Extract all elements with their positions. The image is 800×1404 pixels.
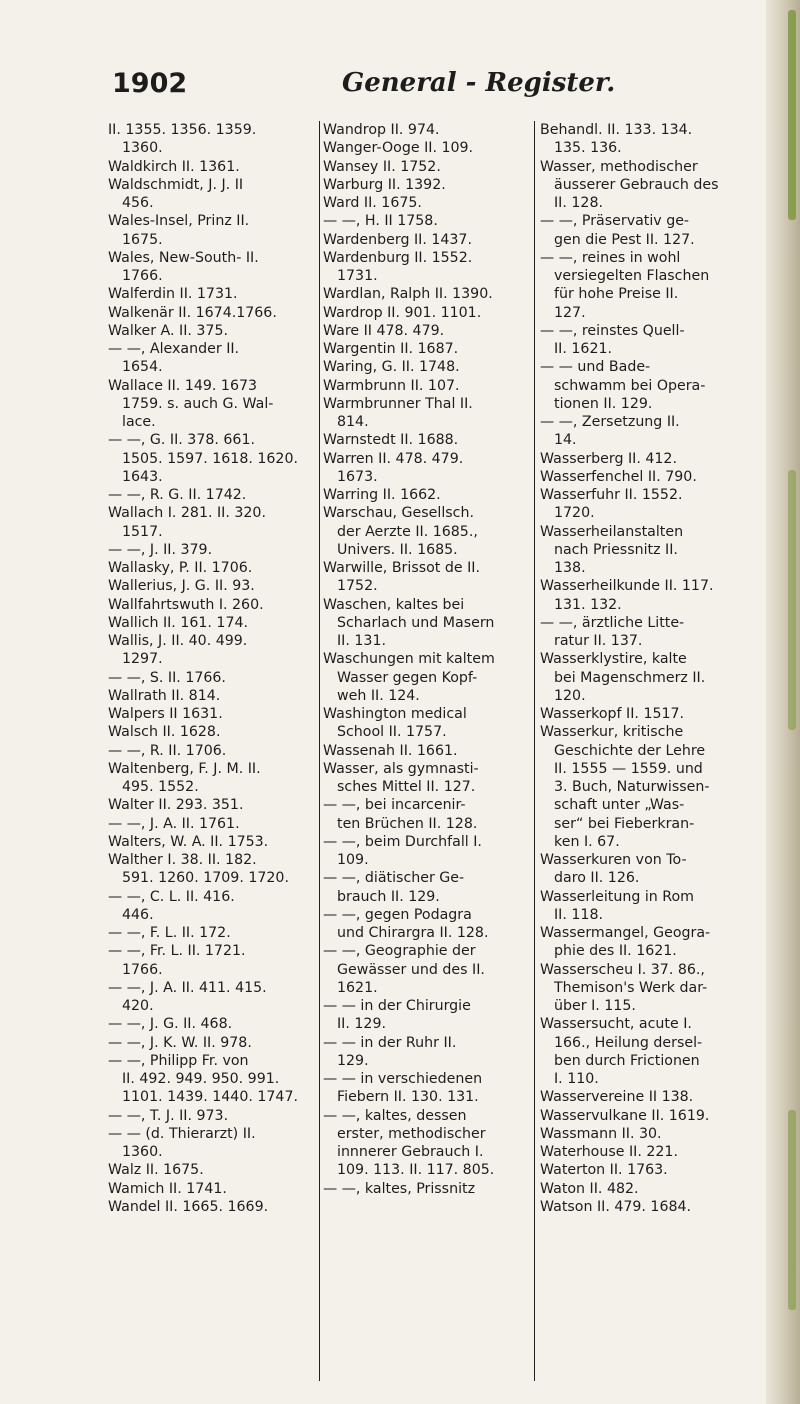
index-entry-heading: — — in der Chirurgie xyxy=(323,998,471,1014)
index-entry-continuation: 1654. xyxy=(122,359,163,376)
index-entry xyxy=(540,486,750,523)
index-entry-heading: Wasserscheu I. 37. 86., xyxy=(540,961,705,978)
index-column-3 xyxy=(540,121,750,1216)
index-entry xyxy=(108,796,316,814)
index-entry xyxy=(108,742,316,760)
index-entry-continuation: School II. 1757. xyxy=(337,724,447,741)
index-entry xyxy=(108,322,316,340)
index-entry-continuation: 109. 113. II. 117. 805. xyxy=(337,1162,495,1179)
running-title: General - Register. xyxy=(342,68,616,98)
index-entry xyxy=(540,1143,750,1161)
index-entry-heading: Wales-Insel, Prinz II. xyxy=(108,213,250,230)
index-entry xyxy=(323,997,530,1034)
index-entry-heading: Warschau, Gesellsch. xyxy=(323,505,474,522)
index-entry-heading: — —, R. II. 1706. xyxy=(108,742,227,759)
index-entry-heading: Wardrop II. 901. 1101. xyxy=(323,304,482,321)
index-entry xyxy=(323,1180,530,1198)
index-entry-heading: Walker A. II. 375. xyxy=(108,322,228,339)
index-entry xyxy=(323,559,530,596)
index-entry-continuation: 109. xyxy=(337,852,369,868)
index-entry-heading: Walters, W. A. II. 1753. xyxy=(108,833,269,850)
index-entry-continuation: 1766. xyxy=(122,268,163,284)
index-entry xyxy=(108,212,316,249)
index-entry xyxy=(540,121,750,158)
index-entry-continuation: 166., Heilung dersel- xyxy=(554,1034,703,1051)
index-entry-continuation: ben durch Frictionen xyxy=(554,1052,700,1069)
index-entry-heading: — —, bei incarcenir- xyxy=(323,797,466,814)
index-entry-heading: — —, J. K. W. II. 978. xyxy=(108,1034,252,1051)
index-entry-heading: Ward II. 1675. xyxy=(323,195,422,211)
index-entry-continuation: ten Brüchen II. 128. xyxy=(337,815,478,832)
index-entry xyxy=(108,942,316,979)
index-entry-heading: Wasserfuhr II. 1552. xyxy=(540,487,683,503)
index-entry-heading: Walkenär II. 1674.1766. xyxy=(108,304,277,321)
index-entry xyxy=(540,158,750,213)
index-entry xyxy=(108,851,316,888)
index-entry xyxy=(540,249,750,322)
index-entry-heading: Waschungen mit kaltem xyxy=(323,651,495,668)
index-entry-heading: Wales, New-South- II. xyxy=(108,249,259,266)
index-entry-continuation: Fiebern II. 130. 131. xyxy=(337,1089,479,1106)
index-entry-heading: Wargentin II. 1687. xyxy=(323,341,459,357)
index-entry xyxy=(108,1107,316,1125)
index-entry-heading: — —, Zersetzung II. xyxy=(540,414,680,430)
column-divider xyxy=(534,121,535,1381)
index-entry-continuation: für hohe Preise II. xyxy=(554,286,679,303)
index-entry xyxy=(108,577,316,595)
index-entry-heading: Waschen, kaltes bei xyxy=(323,596,465,613)
index-entry-heading: Waterton II. 1763. xyxy=(540,1162,668,1179)
index-entry-heading: — — in der Ruhr II. xyxy=(323,1034,457,1051)
index-entry xyxy=(323,285,530,303)
index-entry-heading: Wallich II. 161. 174. xyxy=(108,614,249,631)
index-entry-heading: — —, J. A. II. 1761. xyxy=(108,815,240,832)
index-entry-heading: Wasserkuren von To- xyxy=(540,852,687,868)
index-entry-heading: — — (d. Thierarzt) II. xyxy=(108,1125,256,1142)
index-entry-continuation: sches Mittel II. 127. xyxy=(337,779,476,795)
index-entry-continuation: 1360. xyxy=(122,1144,163,1160)
index-entry-continuation: innnerer Gebrauch I. xyxy=(337,1144,484,1160)
index-tab-strip xyxy=(788,470,796,730)
index-entry xyxy=(323,1034,530,1071)
index-entry-continuation: II. 118. xyxy=(554,906,603,923)
index-entry xyxy=(323,906,530,943)
index-entry-heading: Wassersucht, acute I. xyxy=(540,1016,692,1033)
index-entry xyxy=(323,304,530,322)
index-entry xyxy=(540,450,750,468)
index-entry-continuation: ser“ bei Fieberkran- xyxy=(554,815,695,832)
index-entry-heading: Warwille, Brissot de II. xyxy=(323,560,480,576)
index-entry-continuation: 446. xyxy=(122,906,154,923)
index-entry-heading: Waltenberg, F. J. M. II. xyxy=(108,760,261,777)
index-entry-continuation: 1621. xyxy=(337,979,378,996)
index-entry xyxy=(323,1107,530,1180)
index-entry-heading: Wardlan, Ralph II. 1390. xyxy=(323,286,493,303)
index-entry-heading: Wasservereine II 138. xyxy=(540,1089,694,1106)
index-entry-heading: — —, beim Durchfall I. xyxy=(323,833,482,850)
index-entry-continuation: 127. xyxy=(554,304,586,321)
index-entry-heading: Wallrath II. 814. xyxy=(108,687,221,704)
page-number: 1902 xyxy=(112,68,188,99)
index-entry xyxy=(323,231,530,249)
index-entry-heading: — —, diätischer Ge- xyxy=(323,870,465,887)
index-entry xyxy=(540,723,750,851)
index-entry-continuation: ratur II. 137. xyxy=(554,633,643,649)
index-entry xyxy=(108,559,316,577)
index-entry-heading: — —, Fr. L. II. 1721. xyxy=(108,943,246,960)
index-entry-continuation: schwamm bei Opera- xyxy=(554,377,706,394)
index-entry-heading: Wassmann II. 30. xyxy=(540,1125,662,1142)
index-entry-continuation: gen die Pest II. 127. xyxy=(554,231,695,248)
index-entry-continuation: 1731. xyxy=(337,268,378,284)
index-entry-continuation: 1101. 1439. 1440. 1747. xyxy=(122,1089,298,1106)
index-entry-continuation: Geschichte der Lehre xyxy=(554,742,706,759)
index-entry-heading: — —, gegen Podagra xyxy=(323,906,472,923)
index-entry-heading: — —, J. G. II. 468. xyxy=(108,1016,233,1033)
index-entry-continuation: 3. Buch, Naturwissen- xyxy=(554,779,710,795)
index-entry xyxy=(323,504,530,559)
index-entry-continuation: II. 129. xyxy=(337,1016,386,1033)
index-entry-heading: Walferdin II. 1731. xyxy=(108,286,238,303)
index-entry-continuation: 129. xyxy=(337,1052,369,1069)
index-entry xyxy=(108,888,316,925)
index-entry-heading: Ware II 478. 479. xyxy=(323,322,445,339)
index-entry-heading: — —, Philipp Fr. von xyxy=(108,1052,249,1069)
index-entry-continuation: 1720. xyxy=(554,505,595,522)
index-entry xyxy=(323,833,530,870)
index-entry-heading: Wardenberg II. 1437. xyxy=(323,231,472,248)
index-entry-continuation: 135. 136. xyxy=(554,140,622,157)
index-entry-heading: — —, T. J. II. 973. xyxy=(108,1107,229,1124)
index-entry-continuation: Scharlach und Masern xyxy=(337,614,495,631)
index-entry xyxy=(323,176,530,194)
index-entry-heading: — —, kaltes, Prissnitz xyxy=(323,1180,476,1197)
index-entry-continuation: 120. xyxy=(554,687,586,704)
index-entry xyxy=(108,705,316,723)
index-entry xyxy=(108,431,316,486)
index-entry-heading: Wansey II. 1752. xyxy=(323,158,441,175)
index-entry-heading: Wardenburg II. 1552. xyxy=(323,249,473,266)
index-entry xyxy=(540,577,750,614)
index-entry-heading: — —, F. L. II. 172. xyxy=(108,925,231,941)
index-entry xyxy=(108,669,316,687)
index-entry xyxy=(540,322,750,359)
index-entry xyxy=(108,833,316,851)
index-entry xyxy=(108,924,316,942)
index-entry-continuation: 14. xyxy=(554,432,577,449)
index-entry-heading: Wandrop II. 974. xyxy=(323,122,440,138)
index-entry xyxy=(323,139,530,157)
index-entry-continuation: erster, methodischer xyxy=(337,1125,486,1142)
index-entry-heading: Wasserklystire, kalte xyxy=(540,651,687,668)
index-entry-heading: Walsch II. 1628. xyxy=(108,724,221,741)
index-entry-heading: Wasserheilanstalten xyxy=(540,523,684,540)
index-entry-heading: Waldkirch II. 1361. xyxy=(108,158,240,175)
index-entry-heading: — —, S. II. 1766. xyxy=(108,669,226,686)
index-entry-continuation: Gewässer und des II. xyxy=(337,961,485,978)
index-entry-continuation: 138. xyxy=(554,560,586,576)
index-entry-continuation: 131. 132. xyxy=(554,596,622,613)
index-entry-continuation: über I. 115. xyxy=(554,998,636,1014)
index-entry xyxy=(323,431,530,449)
index-entry-heading: Warmbrunner Thal II. xyxy=(323,395,473,412)
index-entry xyxy=(108,687,316,705)
index-entry xyxy=(323,212,530,230)
index-entry xyxy=(540,1107,750,1125)
index-entry xyxy=(323,742,530,760)
index-entry-continuation: I. 110. xyxy=(554,1071,599,1087)
index-entry-heading: Warmbrunn II. 107. xyxy=(323,377,460,394)
index-entry-continuation: lace. xyxy=(122,414,156,430)
index-entry-heading: Warren II. 478. 479. xyxy=(323,450,464,467)
index-entry xyxy=(323,796,530,833)
index-entry-heading: Wallis, J. II. 40. 499. xyxy=(108,633,248,649)
index-entry xyxy=(108,285,316,303)
index-entry-heading: Wasserheilkunde II. 117. xyxy=(540,578,714,595)
index-entry-continuation: phie des II. 1621. xyxy=(554,943,677,960)
index-entry-heading: Wamich II. 1741. xyxy=(108,1180,227,1197)
index-entry xyxy=(108,176,316,213)
index-entry-heading: Wasserkopf II. 1517. xyxy=(540,706,685,722)
index-entry-continuation: brauch II. 129. xyxy=(337,888,440,905)
index-entry-heading: Wasservulkane II. 1619. xyxy=(540,1107,710,1124)
index-entry xyxy=(108,614,316,632)
index-entry-continuation: 1505. 1597. 1618. 1620. xyxy=(122,450,298,467)
index-entry-continuation: nach Priessnitz II. xyxy=(554,541,678,558)
index-entry-continuation: der Aerzte II. 1685., xyxy=(337,523,478,540)
index-entry-continuation: 420. xyxy=(122,998,154,1014)
index-entry xyxy=(108,541,316,559)
index-entry-heading: — —, kaltes, dessen xyxy=(323,1107,467,1124)
index-entry-heading: Wallace II. 149. 1673 xyxy=(108,377,258,394)
index-entry-heading: — —, C. L. II. 416. xyxy=(108,888,235,905)
index-entry xyxy=(540,1015,750,1088)
index-entry xyxy=(323,650,530,705)
index-entry xyxy=(323,1070,530,1107)
index-entry-heading: — —, Geographie der xyxy=(323,943,476,960)
index-entry xyxy=(323,596,530,651)
page-edge xyxy=(766,0,800,1404)
index-entry-continuation: 1752. xyxy=(337,578,378,595)
index-entry xyxy=(323,322,530,340)
index-entry-heading: — —, H. II 1758. xyxy=(323,213,438,230)
index-entry xyxy=(108,340,316,377)
index-entry-heading: Wassermangel, Geogra- xyxy=(540,925,711,941)
index-entry xyxy=(323,358,530,376)
index-entry-heading: Waring, G. II. 1748. xyxy=(323,359,460,376)
index-entry xyxy=(323,158,530,176)
index-entry-continuation: 456. xyxy=(122,195,154,211)
index-entry-continuation: bei Magenschmerz II. xyxy=(554,669,706,686)
index-entry-continuation: 1360. xyxy=(122,140,163,157)
index-entry xyxy=(540,650,750,705)
index-entry-heading: Waldschmidt, J. J. II xyxy=(108,176,244,193)
index-entry xyxy=(540,705,750,723)
index-entry xyxy=(540,1125,750,1143)
index-entry-continuation: 1643. xyxy=(122,468,163,485)
index-entry xyxy=(108,1052,316,1107)
index-entry xyxy=(540,851,750,888)
index-entry-heading: — — in verschiedenen xyxy=(323,1071,483,1087)
index-entry-continuation: II. 1555 — 1559. und xyxy=(554,760,703,777)
index-entry-heading: II. 1355. 1356. 1359. xyxy=(108,122,257,138)
index-entry-continuation: äusserer Gebrauch des xyxy=(554,176,719,193)
index-entry xyxy=(108,1180,316,1198)
index-entry-continuation: Themison's Werk dar- xyxy=(554,979,708,996)
index-entry-heading: Wallasky, P. II. 1706. xyxy=(108,560,253,576)
index-entry xyxy=(540,1180,750,1198)
index-entry-heading: — —, J. II. 379. xyxy=(108,541,213,558)
index-entry xyxy=(323,486,530,504)
index-entry-continuation: 591. 1260. 1709. 1720. xyxy=(122,870,289,887)
index-entry xyxy=(540,961,750,1016)
index-entry-continuation: tionen II. 129. xyxy=(554,395,653,412)
index-columns xyxy=(108,121,748,1381)
index-entry-heading: Wasserleitung in Rom xyxy=(540,888,694,905)
index-entry-heading: Wasser, methodischer xyxy=(540,158,698,175)
index-entry xyxy=(323,942,530,997)
index-column-1 xyxy=(108,121,316,1216)
index-column-2 xyxy=(323,121,530,1198)
index-entry-heading: Waterhouse II. 221. xyxy=(540,1144,678,1160)
index-entry xyxy=(108,304,316,322)
column-divider xyxy=(319,121,320,1381)
index-entry-heading: Wassenah II. 1661. xyxy=(323,742,458,759)
index-entry-heading: Watson II. 479. 1684. xyxy=(540,1198,692,1215)
index-tab-strip xyxy=(788,1110,796,1310)
index-entry xyxy=(540,614,750,651)
index-entry-continuation: 814. xyxy=(337,414,369,430)
index-entry xyxy=(323,395,530,432)
index-entry-continuation: II. 131. xyxy=(337,633,386,649)
index-entry-continuation: Univers. II. 1685. xyxy=(337,541,458,558)
index-entry-continuation: Wasser gegen Kopf- xyxy=(337,669,478,686)
index-entry xyxy=(323,121,530,139)
index-entry-continuation: versiegelten Flaschen xyxy=(554,268,710,284)
index-entry-continuation: II. 128. xyxy=(554,195,603,211)
index-entry-heading: Behandl. II. 133. 134. xyxy=(540,122,693,138)
index-entry xyxy=(108,1015,316,1033)
index-entry-heading: Walz II. 1675. xyxy=(108,1162,204,1179)
index-entry-heading: Wasserfenchel II. 790. xyxy=(540,468,697,485)
index-entry xyxy=(540,413,750,450)
index-entry xyxy=(323,869,530,906)
index-entry xyxy=(108,1161,316,1179)
index-entry-continuation: 495. 1552. xyxy=(122,779,199,795)
index-entry xyxy=(323,450,530,487)
index-entry-heading: Wallerius, J. G. II. 93. xyxy=(108,578,255,595)
index-entry-continuation: und Chirargra II. 128. xyxy=(337,925,489,941)
index-entry-heading: Washington medical xyxy=(323,706,467,722)
index-entry xyxy=(108,486,316,504)
index-entry xyxy=(323,760,530,797)
index-entry-continuation: 1759. s. auch G. Wal- xyxy=(122,395,274,412)
index-entry-continuation: schaft unter „Was- xyxy=(554,797,685,814)
index-entry xyxy=(108,1125,316,1162)
index-entry-heading: — — und Bade- xyxy=(540,359,651,376)
index-entry-continuation: II. 492. 949. 950. 991. xyxy=(122,1071,280,1087)
index-entry xyxy=(108,632,316,669)
index-entry xyxy=(540,1088,750,1106)
index-entry xyxy=(540,1161,750,1179)
index-entry xyxy=(540,212,750,249)
index-entry-heading: — —, reines in wohl xyxy=(540,249,681,266)
index-entry xyxy=(323,340,530,358)
index-entry-continuation: 1297. xyxy=(122,651,163,668)
index-entry-continuation: II. 1621. xyxy=(554,341,613,357)
index-entry xyxy=(108,723,316,741)
index-entry xyxy=(323,249,530,286)
index-entry-heading: Wandel II. 1665. 1669. xyxy=(108,1198,269,1215)
index-entry-heading: Wasserkur, kritische xyxy=(540,724,684,741)
index-entry-heading: Waton II. 482. xyxy=(540,1180,639,1197)
index-entry xyxy=(108,249,316,286)
index-entry-heading: Walter II. 293. 351. xyxy=(108,797,244,814)
index-entry-heading: — —, reinstes Quell- xyxy=(540,322,685,339)
index-entry xyxy=(540,523,750,578)
index-entry-heading: Warnstedt II. 1688. xyxy=(323,432,459,449)
index-entry xyxy=(108,815,316,833)
index-entry xyxy=(108,504,316,541)
index-entry xyxy=(540,1198,750,1216)
index-entry xyxy=(323,377,530,395)
index-entry xyxy=(108,158,316,176)
index-entry-heading: Walpers II 1631. xyxy=(108,706,223,722)
index-entry-continuation: weh II. 124. xyxy=(337,687,420,704)
index-entry xyxy=(108,596,316,614)
index-entry xyxy=(540,468,750,486)
index-entry-heading: Wallach I. 281. II. 320. xyxy=(108,505,266,522)
index-entry xyxy=(108,760,316,797)
index-entry xyxy=(108,377,316,432)
index-entry-heading: Walther I. 38. II. 182. xyxy=(108,852,257,868)
index-entry-continuation: daro II. 126. xyxy=(554,870,640,887)
index-entry xyxy=(323,705,530,742)
index-entry-heading: — —, J. A. II. 411. 415. xyxy=(108,979,267,996)
index-entry-heading: Wanger-Ooge II. 109. xyxy=(323,140,474,157)
index-entry-heading: — —, Alexander II. xyxy=(108,341,240,357)
index-entry xyxy=(108,979,316,1016)
index-tab-strip xyxy=(788,10,796,220)
index-entry-continuation: ken I. 67. xyxy=(554,833,620,850)
index-entry xyxy=(540,924,750,961)
index-entry-heading: Warburg II. 1392. xyxy=(323,176,446,193)
index-entry-continuation: 1766. xyxy=(122,961,163,978)
index-entry-continuation: 1675. xyxy=(122,231,163,248)
index-entry xyxy=(540,888,750,925)
index-entry-heading: — —, G. II. 378. 661. xyxy=(108,432,255,449)
index-entry xyxy=(323,194,530,212)
index-entry xyxy=(108,1198,316,1216)
index-entry-continuation: 1673. xyxy=(337,468,378,485)
page-header xyxy=(112,68,712,108)
index-entry xyxy=(108,121,316,158)
index-entry-heading: — —, Präservativ ge- xyxy=(540,213,690,230)
index-entry-heading: — —, ärztliche Litte- xyxy=(540,614,685,631)
index-entry-heading: Warring II. 1662. xyxy=(323,487,441,503)
index-entry-heading: Wallfahrtswuth I. 260. xyxy=(108,596,264,613)
index-entry-heading: Wasserberg II. 412. xyxy=(540,450,677,467)
index-entry xyxy=(540,358,750,413)
index-entry-heading: Wasser, als gymnasti- xyxy=(323,760,479,777)
index-entry-heading: — —, R. G. II. 1742. xyxy=(108,487,247,503)
index-entry xyxy=(108,1034,316,1052)
index-entry-continuation: 1517. xyxy=(122,523,163,540)
